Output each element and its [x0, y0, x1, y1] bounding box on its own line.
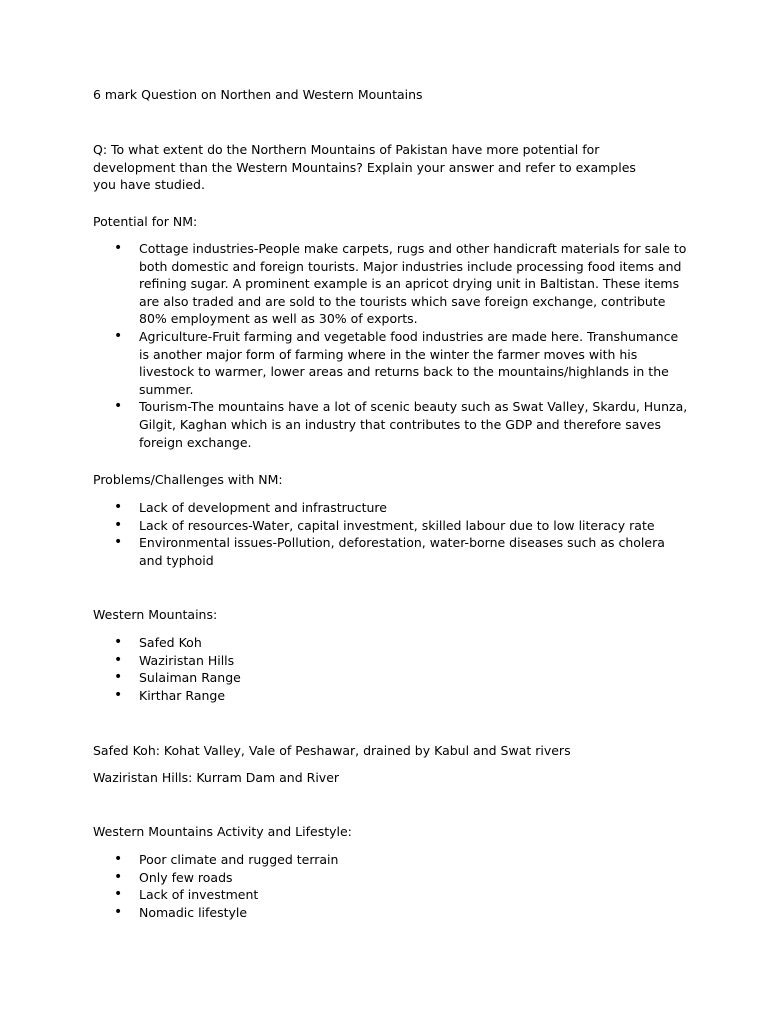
safed-koh-line: Safed Koh: Kohat Valley, Vale of Peshawar, drained by Kabul and Swat rivers [93, 743, 571, 758]
list-item-text: • Tourism-The mountains have a lot of scenic beauty such as Swat Valley, Skardu, Hunza, Gilgit, Kaghan which is an industry that contributes to the GDP and therefore saves foreign exchange. [139, 399, 688, 450]
list-item-text: • Agriculture-Fruit farming and vegetable food industries are made here. Transhumance is another major form of farming where in the winter the farmer moves with his livestock to warmer, lower areas and returns back to the mountains/highlands in the summer. [139, 328, 679, 397]
list-item-text: • Only few roads [139, 869, 233, 885]
question-text: Q: To what extent do the Northern Mountains of Pakistan have more potential for development than the Western Mountains? Explain your answer and refer to examples you have studied. [93, 142, 636, 193]
list-item-text: • Waziristan Hills [139, 652, 235, 668]
waziristan-line: Waziristan Hills: Kurram Dam and River [93, 770, 340, 785]
activity-list [93, 851, 688, 921]
list-item-text: • Environmental issues-Pollution, deforestation, water-borne diseases such as cholera and typhoid [139, 535, 665, 568]
list-item-text: • Lack of resources-Water, capital investment, skilled labour due to low literacy rate [139, 517, 655, 533]
list-item-text: • Lack of investment [139, 887, 259, 903]
list-item [93, 517, 688, 535]
western-list [93, 634, 688, 704]
activity-heading: Western Mountains Activity and Lifestyle: [93, 824, 352, 839]
document-title: 6 mark Question on Northen and Western Mountains [93, 87, 423, 102]
list-item-text: • Nomadic lifestyle [139, 904, 248, 920]
list-item [93, 534, 688, 569]
list-item [93, 652, 688, 670]
list-item [93, 904, 688, 922]
list-item [93, 869, 688, 887]
list-item [93, 634, 688, 652]
list-item-text: • Safed Koh [139, 635, 202, 650]
problems-list [93, 499, 688, 569]
list-item [93, 851, 688, 869]
list-item [93, 328, 688, 398]
list-item-text: • Cottage industries-People make carpets, rugs and other handicraft materials for sale to both domestic and foreign tourists. Major industries include processing food items and refining sugar. A prominent example is an apricot drying unit in Baltistan. These items are also traded and are sold to the tourists which save foreign exchange, contribute 80% employment as well as 30% of exports. [139, 241, 687, 327]
problems-heading: Problems/Challenges with NM: [93, 472, 283, 487]
list-item-text: • Sulaiman Range [139, 670, 241, 686]
western-heading: Western Mountains: [93, 607, 218, 622]
list-item [93, 687, 688, 705]
list-item [93, 499, 688, 517]
potential-heading: Potential for NM: [93, 214, 198, 229]
list-item [93, 398, 688, 451]
potential-list [93, 240, 688, 451]
list-item [93, 240, 688, 328]
list-item-text: • Kirthar Range [139, 687, 226, 703]
list-item [93, 669, 688, 687]
list-item [93, 886, 688, 904]
list-item-text: • Poor climate and rugged terrain [139, 852, 339, 867]
list-item-text: • Lack of development and infrastructure [139, 500, 387, 515]
